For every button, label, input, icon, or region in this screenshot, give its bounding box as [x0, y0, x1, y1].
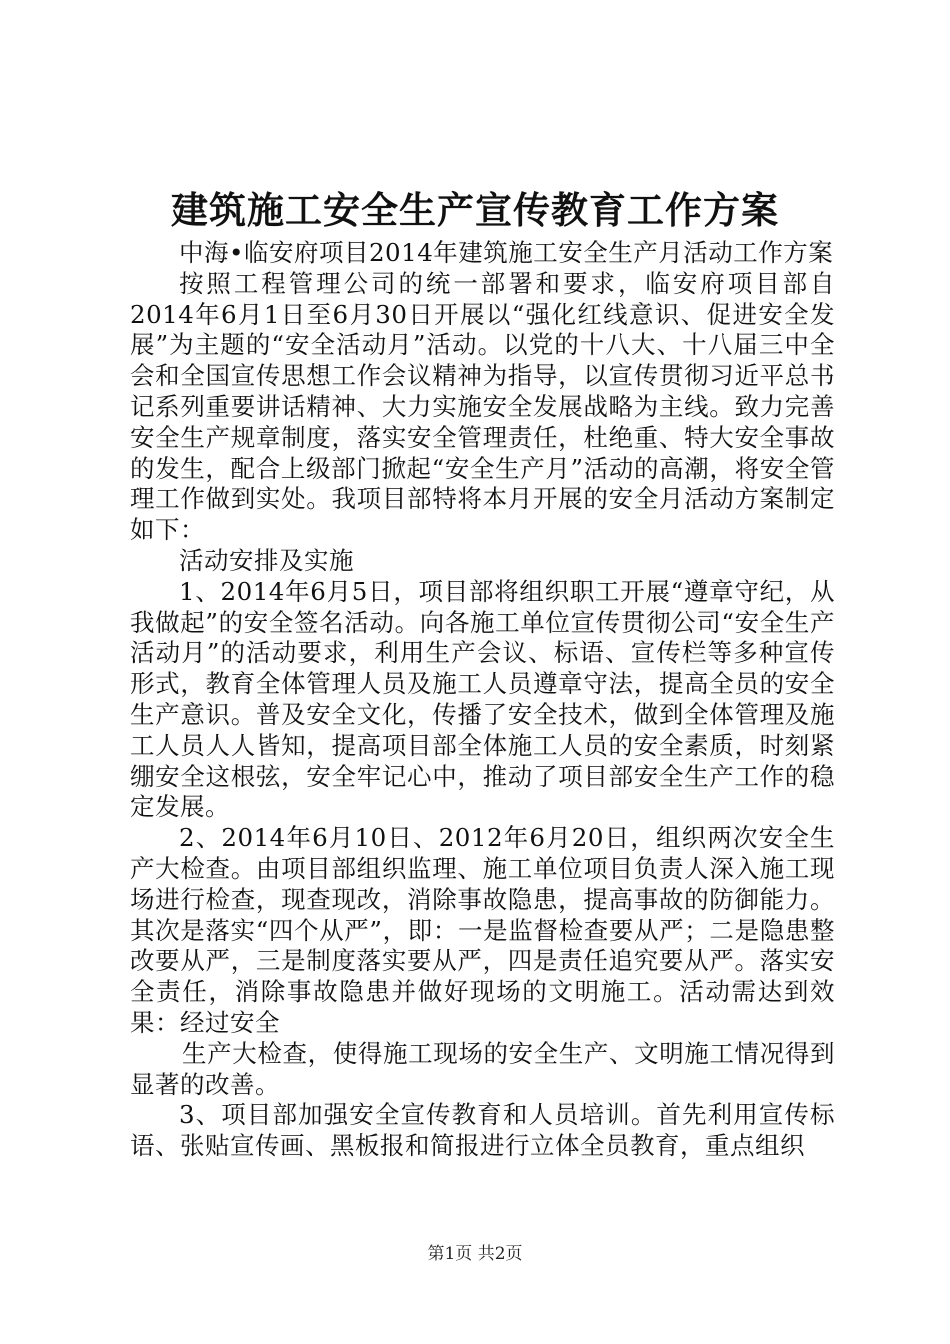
page-number-footer: 第1页 共2页	[427, 1244, 523, 1264]
paragraph-item-3: 3、项目部加强安全宣传教育和人员培训。首先利用宣传标语、张贴宣传画、黑板报和简报进行立体全员教育，重点组织	[130, 1100, 835, 1161]
paragraph-section-heading: 活动安排及实施	[179, 545, 354, 575]
document-title: 建筑施工安全生产宣传教育工作方案	[171, 188, 779, 232]
paragraph-item-2-continued: 生产大检查，使得施工现场的安全生产、文明施工情况得到显著的改善。	[130, 1038, 835, 1099]
paragraph-item-1: 1、2014年6月5日，项目部将组织职工开展“遵章守纪，从我做起”的安全签名活动。向各施工单位宣传贯彻公司“安全生产活动月”的活动要求，利用生产会议、标语、宣传栏等多种宣传形式，教育全体管理人员及施工人员遵章守法，提高全员的安全生产意识。普及安全文化，传播了安全技术，做到全体管理及施工人员人人皆知，提高项目部全体施工人员的安全素质，时刻紧绷安全这根弦，安全牢记心中，推动了项目部安全生产工作的稳定发展。	[130, 576, 835, 822]
paragraph-subtitle: 中海•临安府项目2014年建筑施工安全生产月活动工作方案	[179, 238, 834, 267]
paragraph-intro: 按照工程管理公司的统一部署和要求，临安府项目部自2014年6月1日至6月30日开展以“强化红线意识、促进安全发展”为主题的“安全活动月”活动。以党的十八大、十八届三中全会和全国宣传思想工作会议精神为指导，以宣传贯彻习近平总书记系列重要讲话精神、大力实施安全发展战略为主线。致力完善安全生产规章制度，落实安全管理责任，杜绝重、特大安全事故的发生，配合上级部门掀起“安全生产月”活动的高潮，将安全管理工作做到实处。我项目部特将本月开展的安全月活动方案制定如下：	[130, 268, 835, 545]
paragraph-item-2: 2、2014年6月10日、2012年6月20日，组织两次安全生产大检查。由项目部组织监理、施工单位项目负责人深入施工现场进行检查，现查现改，消除事故隐患，提高事故的防御能力。其次是落实“四个从严”，即：一是监督检查要从严；二是隐患整改要从严，三是制度落实要从严，四是责任追究要从严。落实安全责任，消除事故隐患并做好现场的文明施工。活动需达到效果：经过安全	[130, 823, 835, 1037]
document-body	[130, 238, 835, 1162]
